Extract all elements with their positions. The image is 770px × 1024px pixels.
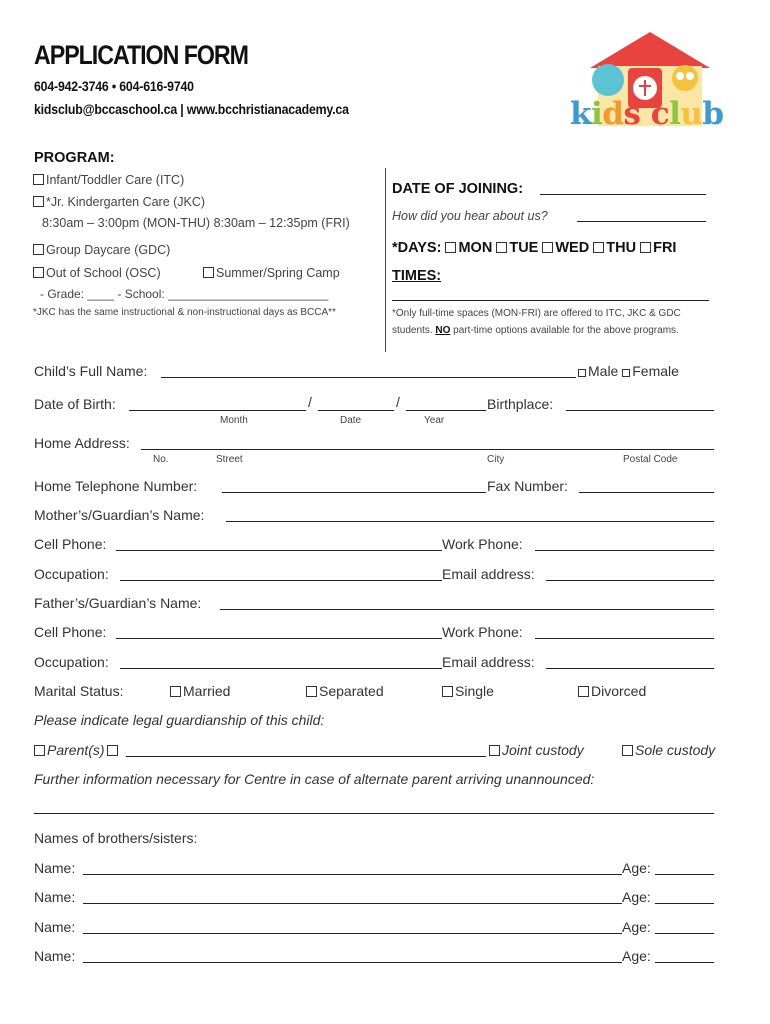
sibling-age-input-1[interactable]	[655, 874, 714, 875]
fax-label: Fax Number:	[487, 478, 568, 494]
marital-label: Marital Status:	[34, 683, 124, 699]
father-email-input[interactable]	[546, 668, 714, 669]
divorced-option[interactable]: Divorced	[578, 683, 646, 699]
program-jkc[interactable]: *Jr. Kindergarten Care (JKC)	[33, 195, 205, 209]
mother-name-label: Mother’s/Guardian’s Name:	[34, 507, 205, 523]
sibling-age-label: Age:	[622, 860, 651, 876]
program-heading: PROGRAM:	[34, 150, 115, 166]
father-name-label: Father’s/Guardian’s Name:	[34, 595, 202, 611]
dob-slash-1: /	[308, 394, 312, 410]
father-occupation-input[interactable]	[120, 668, 442, 669]
times-label: TIMES:	[392, 268, 442, 284]
birthplace-label: Birthplace:	[487, 396, 554, 412]
sibling-name-input-4[interactable]	[83, 962, 622, 963]
program-camp[interactable]: Summer/Spring Camp	[203, 266, 340, 280]
married-checkbox[interactable]	[170, 686, 181, 697]
address-label: Home Address:	[34, 435, 130, 451]
year-caption: Year	[424, 415, 445, 426]
jkc-hours: 8:30am – 3:00pm (MON-THU) 8:30am – 12:35pm (FRI)	[42, 216, 350, 230]
osc-checkbox[interactable]	[33, 267, 44, 278]
dob-year-input[interactable]	[406, 410, 486, 411]
parents-option[interactable]: Parent(s)	[34, 742, 120, 758]
divorced-checkbox[interactable]	[578, 686, 589, 697]
gender-options: Male Female	[578, 363, 679, 379]
mother-cell-label: Cell Phone:	[34, 536, 107, 552]
mother-name-input[interactable]	[226, 521, 714, 522]
mother-occupation-input[interactable]	[120, 580, 442, 581]
further-info-input[interactable]	[34, 813, 714, 814]
fulltime-note-2: students. NO part-time options available for the above programs.	[392, 325, 679, 336]
page-title: APPLICATION FORM	[34, 40, 248, 70]
fri-checkbox[interactable]	[640, 242, 651, 253]
days-row: *DAYS: MON TUE WED THU FRI	[392, 240, 677, 256]
mother-work-label: Work Phone:	[442, 536, 523, 552]
no-caption: No.	[153, 454, 169, 465]
sibling-name-label: Name:	[34, 919, 76, 935]
sole-custody-option[interactable]: Sole custody	[622, 742, 715, 758]
single-checkbox[interactable]	[442, 686, 453, 697]
father-name-input[interactable]	[220, 609, 714, 610]
sibling-age-input-3[interactable]	[655, 933, 714, 934]
heard-about-input[interactable]	[577, 221, 706, 222]
wed-checkbox[interactable]	[542, 242, 553, 253]
gdc-checkbox[interactable]	[33, 244, 44, 255]
male-checkbox[interactable]	[578, 369, 586, 377]
dob-month-input[interactable]	[129, 410, 306, 411]
father-email-label: Email address:	[442, 654, 535, 670]
dob-date-input[interactable]	[318, 410, 394, 411]
itc-checkbox[interactable]	[33, 174, 44, 185]
home-phone-input[interactable]	[222, 492, 486, 493]
mother-cell-input[interactable]	[116, 550, 442, 551]
sibling-name-input-3[interactable]	[83, 933, 622, 934]
mon-checkbox[interactable]	[445, 242, 456, 253]
fulltime-note-1: *Only full-time spaces (MON-FRI) are offered to ITC, JKC & GDC	[392, 308, 681, 319]
joint-custody-checkbox[interactable]	[489, 745, 500, 756]
child-name-input[interactable]	[161, 377, 576, 378]
sole-custody-checkbox[interactable]	[622, 745, 633, 756]
mother-email-label: Email address:	[442, 566, 535, 582]
date-caption: Date	[340, 415, 362, 426]
sibling-age-input-2[interactable]	[655, 903, 714, 904]
sibling-age-label: Age:	[622, 948, 651, 964]
kids-club-logo	[560, 28, 740, 138]
tue-checkbox[interactable]	[496, 242, 507, 253]
sibling-name-label: Name:	[34, 889, 76, 905]
sibling-name-input-2[interactable]	[83, 903, 622, 904]
sibling-name-input-1[interactable]	[83, 874, 622, 875]
father-cell-label: Cell Phone:	[34, 624, 107, 640]
further-info-prompt: Further information necessary for Centre in case of alternate parent arriving unannounced:	[34, 771, 595, 787]
separated-option[interactable]: Separated	[306, 683, 384, 699]
heard-about-label: How did you hear about us?	[392, 209, 548, 223]
street-caption: Street	[216, 454, 243, 465]
jkc-note: *JKC has the same instructional & non-instructional days as BCCA**	[33, 307, 336, 318]
female-checkbox[interactable]	[622, 369, 630, 377]
fax-input[interactable]	[579, 492, 714, 493]
sibling-name-label: Name:	[34, 860, 76, 876]
sibling-age-label: Age:	[622, 919, 651, 935]
married-option[interactable]: Married	[170, 683, 230, 699]
thu-checkbox[interactable]	[593, 242, 604, 253]
separated-checkbox[interactable]	[306, 686, 317, 697]
email-website: kidsclub@bccaschool.ca | www.bcchristianacademy.ca	[34, 101, 349, 117]
date-of-joining-input[interactable]	[540, 194, 706, 195]
father-occupation-label: Occupation:	[34, 654, 109, 670]
mother-occupation-label: Occupation:	[34, 566, 109, 582]
jkc-checkbox[interactable]	[33, 196, 44, 207]
times-input[interactable]	[392, 300, 709, 301]
child-name-label: Child’s Full Name:	[34, 363, 148, 379]
single-option[interactable]: Single	[442, 683, 494, 699]
city-caption: City	[487, 454, 505, 465]
mother-work-input[interactable]	[535, 550, 714, 551]
address-input[interactable]	[141, 449, 714, 450]
birthplace-input[interactable]	[566, 410, 714, 411]
logo-wordmark: kids club	[570, 96, 724, 132]
guardianship-prompt: Please indicate legal guardianship of this child:	[34, 712, 325, 728]
grade-school-field[interactable]: - Grade: ____ - School: ________________________	[40, 287, 329, 301]
dob-slash-2: /	[396, 394, 400, 410]
siblings-heading: Names of brothers/sisters:	[34, 830, 198, 846]
program-gdc[interactable]: Group Daycare (GDC)	[33, 243, 170, 257]
dob-label: Date of Birth:	[34, 396, 116, 412]
mother-email-input[interactable]	[546, 580, 714, 581]
other-guardian-input[interactable]	[126, 756, 486, 757]
date-of-joining-label: DATE OF JOINING:	[392, 181, 524, 197]
program-itc[interactable]: Infant/Toddler Care (ITC)	[33, 173, 184, 187]
father-cell-input[interactable]	[116, 638, 442, 639]
program-osc[interactable]: Out of School (OSC)	[33, 266, 161, 280]
sibling-age-label: Age:	[622, 889, 651, 905]
phone-numbers: 604-942-3746 • 604-616-9740	[34, 78, 194, 94]
postal-caption: Postal Code	[623, 454, 678, 465]
joint-custody-option[interactable]: Joint custody	[489, 742, 584, 758]
father-work-input[interactable]	[535, 638, 714, 639]
other-guardian-checkbox[interactable]	[107, 745, 118, 756]
parents-checkbox[interactable]	[34, 745, 45, 756]
home-phone-label: Home Telephone Number:	[34, 478, 198, 494]
sibling-age-input-4[interactable]	[655, 962, 714, 963]
sibling-name-label: Name:	[34, 948, 76, 964]
camp-checkbox[interactable]	[203, 267, 214, 278]
month-caption: Month	[220, 415, 248, 426]
father-work-label: Work Phone:	[442, 624, 523, 640]
column-divider	[385, 168, 386, 352]
